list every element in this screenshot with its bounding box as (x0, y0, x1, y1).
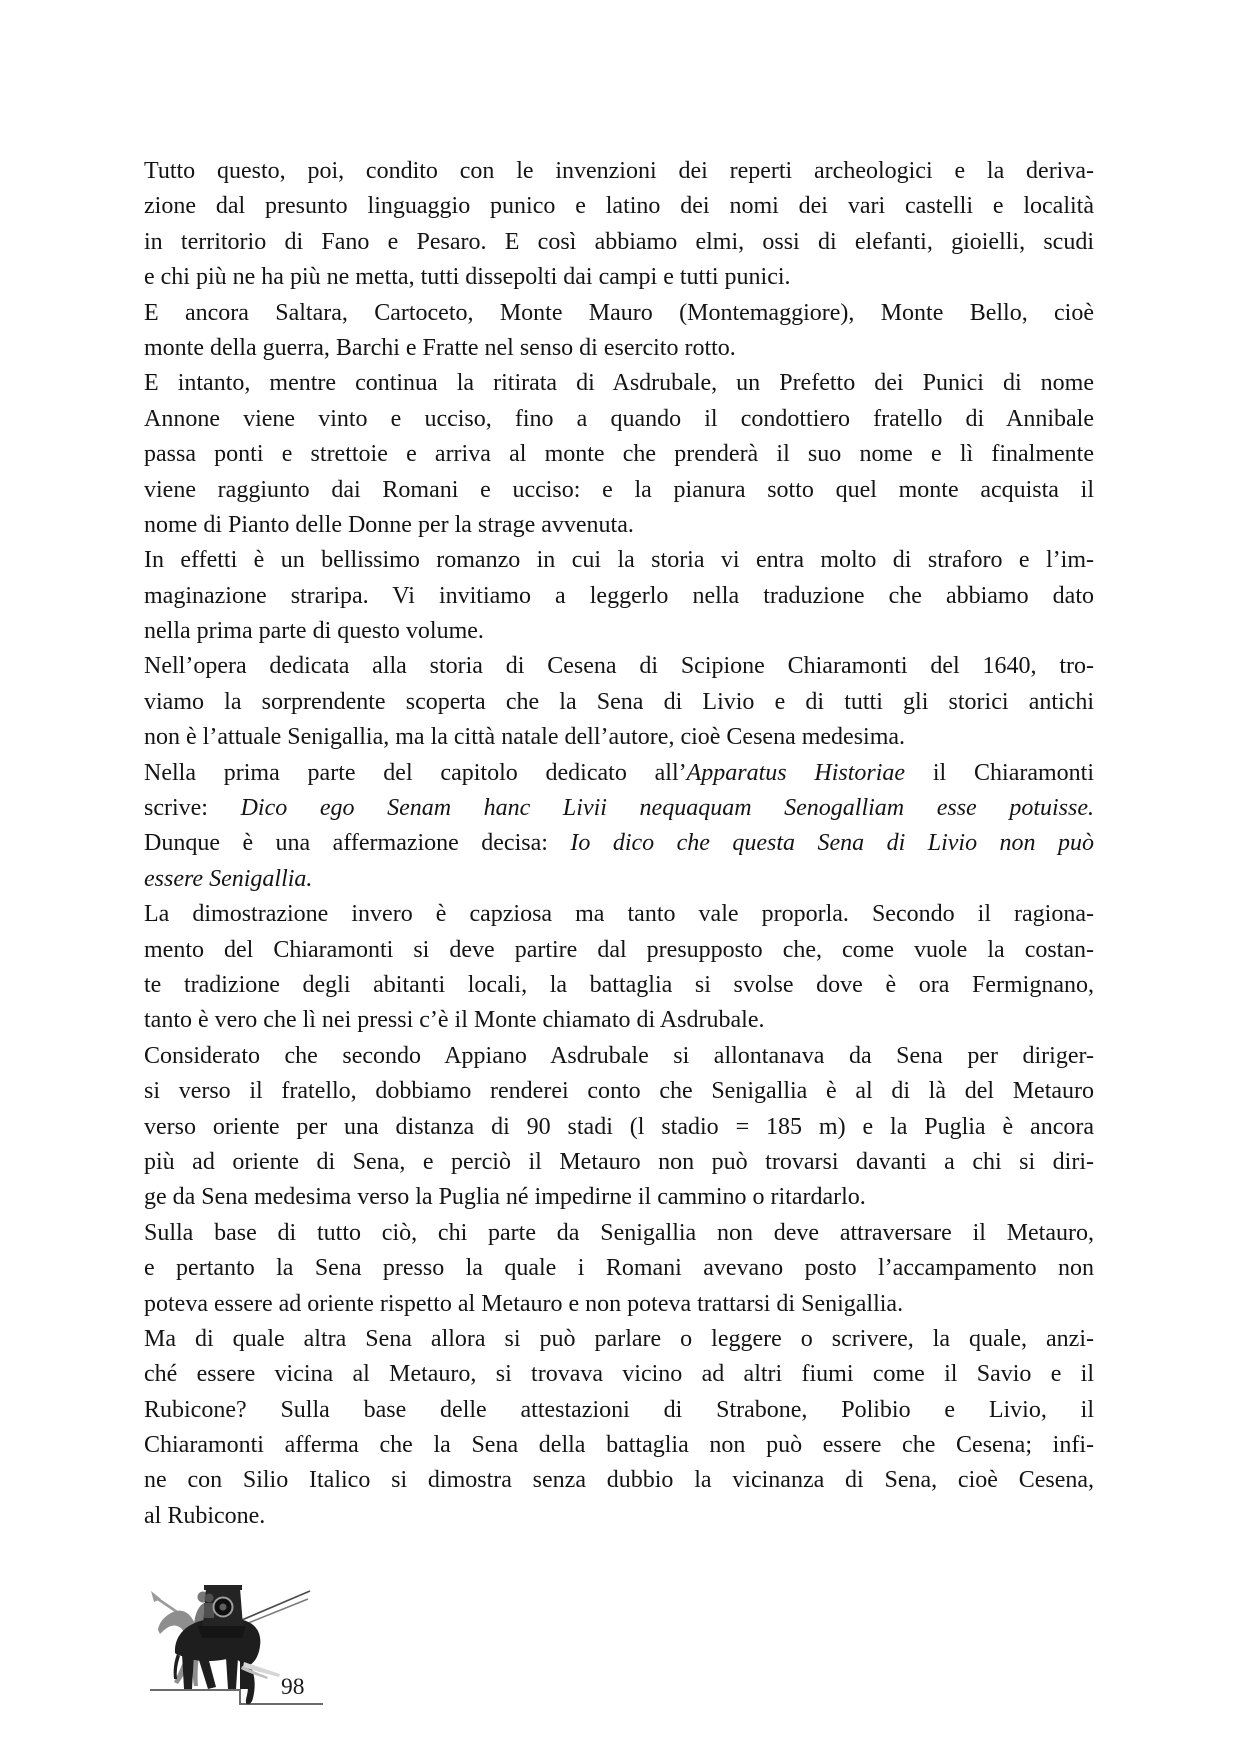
shield-emblem-icon (214, 1598, 233, 1617)
body-text (144, 154, 1094, 1534)
text-line: e pertanto la Sena presso la quale i Romani avevano posto l’accampamento non (144, 1255, 1094, 1282)
text-line: Annone viene vinto e ucciso, fino a quando il condottiero fratello di Annibale (144, 405, 1094, 432)
text-line: Chiaramonti afferma che la Sena della battaglia non può essere che Cesena; infi- (144, 1432, 1094, 1459)
text-line: Sulla base di tutto ciò, chi parte da Senigallia non deve attraversare il Metauro, (144, 1219, 1094, 1246)
text-line: verso oriente per una distanza di 90 stadi (l stadio = 185 m) e la Puglia è ancora (144, 1113, 1094, 1140)
text-line: Considerato che secondo Appiano Asdrubale si allontanava da Sena per diriger- (144, 1042, 1094, 1069)
text-line: più ad oriente di Sena, e perciò il Metauro non può trovarsi davanti a chi si diri- (144, 1148, 1094, 1175)
text-line: La dimostrazione invero è capziosa ma tanto vale proporla. Secondo il ragiona- (144, 901, 1094, 928)
text-line: E ancora Saltara, Cartoceto, Monte Mauro (Montemaggiore), Monte Bello, cioè (144, 299, 1094, 326)
text-line: Dunque è una affermazione decisa: Io dico che questa Sena di Livio non può (144, 830, 1095, 857)
war-elephant-illustration (148, 1558, 333, 1708)
mahout-silhouette (204, 1594, 214, 1619)
text-line: ché essere vicina al Metauro, si trovava vicino ad altri fiumi come il Savio e il (144, 1361, 1094, 1388)
text-line: nome di Pianto delle Donne per la strage avvenuta. (144, 511, 634, 538)
text-line: viene raggiunto dai Romani e ucciso: e la pianura sotto quel monte acquista il (144, 476, 1094, 503)
text-line: Nella prima parte del capitolo dedicato all’Apparatus Historiae il Chiaramonti (144, 759, 1094, 786)
text-line: Rubicone? Sulla base delle attestazioni di Strabone, Polibio e Livio, il (144, 1396, 1094, 1423)
text-line: te tradizione degli abitanti locali, la battaglia si svolse dove è ora Fermignano, (144, 971, 1094, 998)
text-line: Ma di quale altra Sena allora si può parlare o leggere o scrivere, la quale, anzi- (144, 1325, 1094, 1352)
text-line: In effetti è un bellissimo romanzo in cui la storia vi entra molto di straforo e l’im- (144, 547, 1094, 574)
text-line: ne con Silio Italico si dimostra senza dubbio la vicinanza di Sena, cioè Cesena, (144, 1467, 1094, 1494)
text-line: in territorio di Fano e Pesaro. E così abbiamo elmi, ossi di elefanti, gioielli, scudi (144, 228, 1094, 255)
text-line: mento del Chiaramonti si deve partire dal presupposto che, come vuole la costan- (144, 936, 1094, 963)
text-line: ge da Sena medesima verso la Puglia né impedirne il cammino o ritardarlo. (144, 1184, 866, 1211)
page-number: 98 (281, 1674, 305, 1700)
text-line: viamo la sorprendente scoperta che la Sena di Livio e di tutti gli storici antichi (144, 688, 1094, 715)
text-line: scrive: Dico ego Senam hanc Livii nequaquam Senogalliam esse potuisse. (144, 795, 1094, 822)
text-line: e chi più ne ha più ne metta, tutti dissepolti dai campi e tutti punici. (144, 264, 791, 291)
text-line: tanto è vero che lì nei pressi c’è il Monte chiamato di Asdrubale. (144, 1007, 765, 1034)
text-line: maginazione straripa. Vi invitiamo a leggerlo nella traduzione che abbiamo dato (144, 582, 1094, 609)
text-line: zione dal presunto linguaggio punico e latino dei nomi dei vari castelli e località (144, 193, 1094, 220)
text-line: essere Senigallia. (144, 865, 313, 892)
text-line: si verso il fratello, dobbiamo renderei conto che Senigallia è al di là del Metauro (144, 1078, 1094, 1105)
text-line: Nell’opera dedicata alla storia di Cesena di Scipione Chiaramonti del 1640, tro- (144, 653, 1094, 680)
text-line: non è l’attuale Senigallia, ma la città natale dell’autore, cioè Cesena medesima. (144, 724, 906, 751)
text-line: Tutto questo, poi, condito con le invenzioni dei reperti archeologici e la deriva- (144, 158, 1094, 184)
text-line: E intanto, mentre continua la ritirata di Asdrubale, un Prefetto dei Punici di nome (144, 370, 1094, 397)
text-line: poteva essere ad oriente rispetto al Metauro e non poteva trattarsi di Senigallia. (144, 1290, 904, 1317)
text-line: passa ponti e strettoie e arriva al monte che prenderà il suo nome e lì finalmente (144, 441, 1094, 468)
text-line: monte della guerra, Barchi e Fratte nel senso di esercito rotto. (144, 334, 736, 361)
text-line: al Rubicone. (144, 1502, 266, 1529)
text-line: nella prima parte di questo volume. (144, 618, 484, 645)
